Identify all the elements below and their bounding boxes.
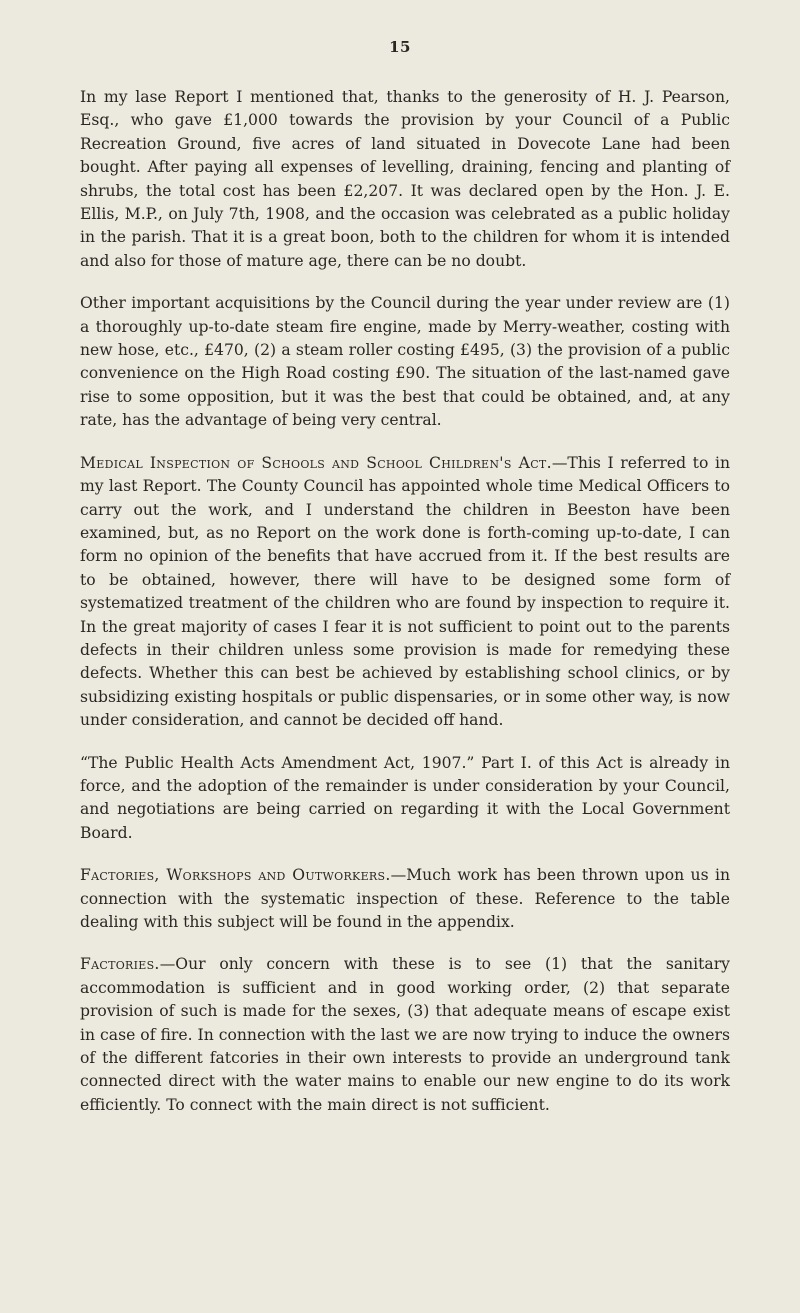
paragraph-text: “The Public Health Acts Amendment Act, 1907.” Part I. of this Act is already in force, and the adoption of the remainder is under consideration by your Council, and negotiations are being carried on regarding it with the Local Government Board. bbox=[80, 753, 730, 842]
paragraph-text: Other important acquisitions by the Council during the year under review are (1) a thoroughly up-to-date steam fire engine, made by Merry-weather, costing with new hose, etc., £470, (2) a steam roller costing £495, (3) the provision of a public convenience on the High Road costing £90. The situation of the last-named gave rise to some opposition, but it was the best that could be obtained, and, at any rate, has the advantage of being very central. bbox=[80, 294, 730, 430]
paragraph-factories bbox=[80, 953, 730, 1117]
paragraph-factories-workshops bbox=[80, 864, 730, 934]
paragraph-text: —Much work has been thrown upon us in connection with the systematic inspection of these. Reference to the table dealing with this subject will be found in the appendix. bbox=[80, 866, 730, 931]
paragraph-recreation-ground bbox=[80, 86, 730, 273]
section-heading: Factories. bbox=[80, 955, 160, 974]
body-text bbox=[80, 86, 730, 1136]
paragraph-text: —Our only concern with these is to see (1) that the sanitary accommodation is sufficient and in good working order, (2) that separate provision of such is made for the sexes, (3) that adequate means of escape exist in case of fire. In connection with the last we are now trying to induce the owners of the different fatcories in their own interests to provide an underground tank connected direct with the water mains to enable our new engine to do its work efficiently. To connect with the main direct is not sufficient. bbox=[80, 955, 730, 1114]
section-heading: Factories, Workshops and Outworkers. bbox=[80, 866, 391, 885]
paragraph-text: In my lase Report I mentioned that, thanks to the generosity of H. J. Pearson, Esq., who gave £1,000 towards the provision by your Council of a Public Recreation Ground, five acres of land situated in Dovecote Lane had been bought. After paying all expenses of levelling, draining, fencing and planting of shrubs, the total cost has been £2,207. It was declared open by the Hon. J. E. Ellis, M.P., on July 7th, 1908, and the occasion was celebrated as a public holiday in the parish. That it is a great boon, both to the children for whom it is intended and also for those of mature age, there can be no doubt. bbox=[80, 88, 730, 270]
paragraph-public-health-act bbox=[80, 752, 730, 846]
paragraph-medical-inspection bbox=[80, 452, 730, 733]
paragraph-text: —This I referred to in my last Report. The County Council has appointed whole time Medical Officers to carry out the work, and I understand the children in Beeston have been examined, but, as no Report on the work done is forth-coming up-to-date, I can form no opinion of the benefits that have accrued from it. If the best results are to be obtained, however, there will have to be designed some form of systematized treatment of the children who are found by inspection to require it. In the great majority of cases I fear it is not sufficient to point out to the parents defects in their children unless some provision is made for remedying these defects. Whether this can best be achieved by establishing school clinics, or by subsidizing existing hospitals or public dispensaries, or in some other way, is now under consideration, and cannot be decided off hand. bbox=[80, 453, 730, 730]
paragraph-acquisitions bbox=[80, 292, 730, 432]
section-heading: Medical Inspection of Schools and School Children's Act. bbox=[80, 453, 552, 472]
page-number: 15 bbox=[389, 38, 411, 56]
